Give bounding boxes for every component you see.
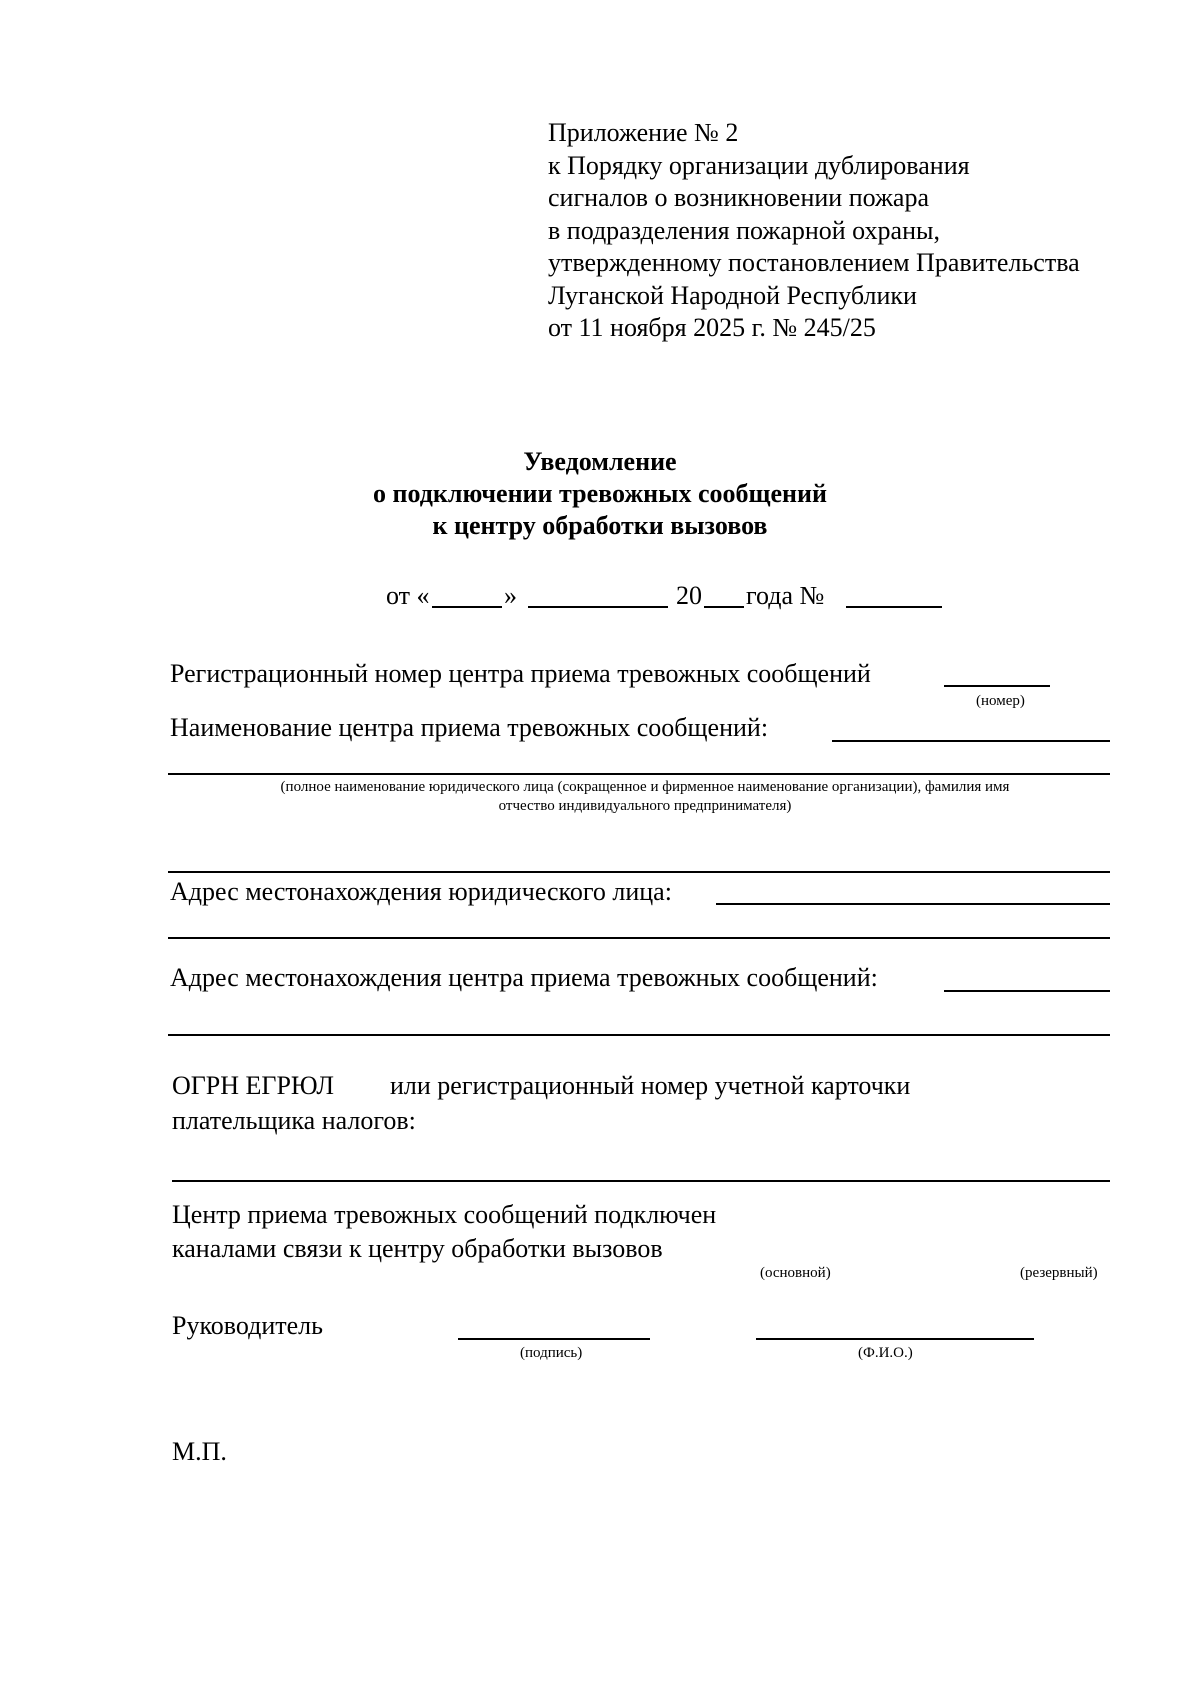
title-line: о подключении тревожных сообщений — [373, 479, 827, 508]
ogrn-blank[interactable] — [172, 1180, 1110, 1182]
legal-address-label: Адрес местонахождения юридического лица: — [170, 877, 672, 906]
appendix-line: Приложение № 2 — [548, 118, 739, 147]
reg-number-blank[interactable] — [944, 685, 1050, 687]
legal-address-blank-2[interactable] — [168, 937, 1110, 939]
ogrn-label: ОГРН ЕГРЮЛ — [172, 1071, 334, 1100]
reg-number-label: Регистрационный номер центра приема тревожных сообщений — [170, 659, 871, 688]
channels-label: каналами связи к центру обработки вызовов — [172, 1234, 663, 1263]
date-year-prefix: 20 — [676, 581, 702, 610]
document-title — [0, 446, 1200, 542]
appendix-line: к Порядку организации дублирования — [548, 150, 970, 180]
appendix-line: Луганской Народной Республики — [548, 280, 917, 310]
appendix-line: сигналов о возникновении пожара — [548, 183, 930, 212]
appendix-block — [548, 117, 1080, 345]
fio-blank[interactable] — [756, 1338, 1034, 1340]
tax-card-label: или регистрационный номер учетной карточки — [390, 1071, 911, 1100]
taxpayer-label: плательщика налогов: — [172, 1106, 416, 1135]
date-month-blank[interactable] — [528, 606, 668, 608]
title-line: к центру обработки вызовов — [432, 511, 768, 540]
appendix-line: в подразделения пожарной охраны, — [548, 215, 940, 245]
doc-number-blank[interactable] — [846, 606, 942, 608]
signature-caption: (подпись) — [520, 1345, 583, 1361]
date-year-suffix: года № — [746, 581, 825, 610]
center-name-label: Наименование центра приема тревожных сообщений: — [170, 713, 769, 742]
legal-caption-line: (полное наименование юридического лица (сокращенное и фирменное наименование организации), фамилия имя — [280, 779, 1010, 795]
stamp-label: М.П. — [172, 1437, 227, 1466]
separator-line — [168, 871, 1110, 873]
center-address-blank-2[interactable] — [168, 1034, 1110, 1036]
connected-label: Центр приема тревожных сообщений подключен — [172, 1200, 717, 1229]
title-line: Уведомление — [523, 447, 677, 476]
appendix-line: утвержденному постановлением Правительства — [548, 248, 1080, 277]
date-close-quote: » — [504, 581, 517, 610]
head-label: Руководитель — [172, 1311, 323, 1340]
legal-address-blank[interactable] — [716, 903, 1110, 905]
date-from-label: от « — [386, 581, 430, 610]
reg-number-caption: (номер) — [976, 693, 1025, 709]
legal-caption-line: отчество индивидуального предпринимателя) — [498, 798, 792, 814]
signature-blank[interactable] — [458, 1338, 650, 1340]
legal-entity-blank[interactable] — [168, 773, 1110, 775]
fio-caption: (Ф.И.О.) — [858, 1345, 913, 1361]
date-day-blank[interactable] — [432, 606, 502, 608]
date-year-blank[interactable] — [704, 606, 744, 608]
appendix-line: от 11 ноября 2025 г. № 245/25 — [548, 313, 876, 342]
center-name-blank[interactable] — [832, 740, 1110, 742]
legal-entity-caption — [170, 778, 1120, 816]
reserve-channel-caption: (резервный) — [1020, 1265, 1098, 1281]
center-address-blank[interactable] — [944, 990, 1110, 992]
main-channel-caption: (основной) — [760, 1265, 831, 1281]
center-address-label: Адрес местонахождения центра приема тревожных сообщений: — [170, 963, 878, 992]
